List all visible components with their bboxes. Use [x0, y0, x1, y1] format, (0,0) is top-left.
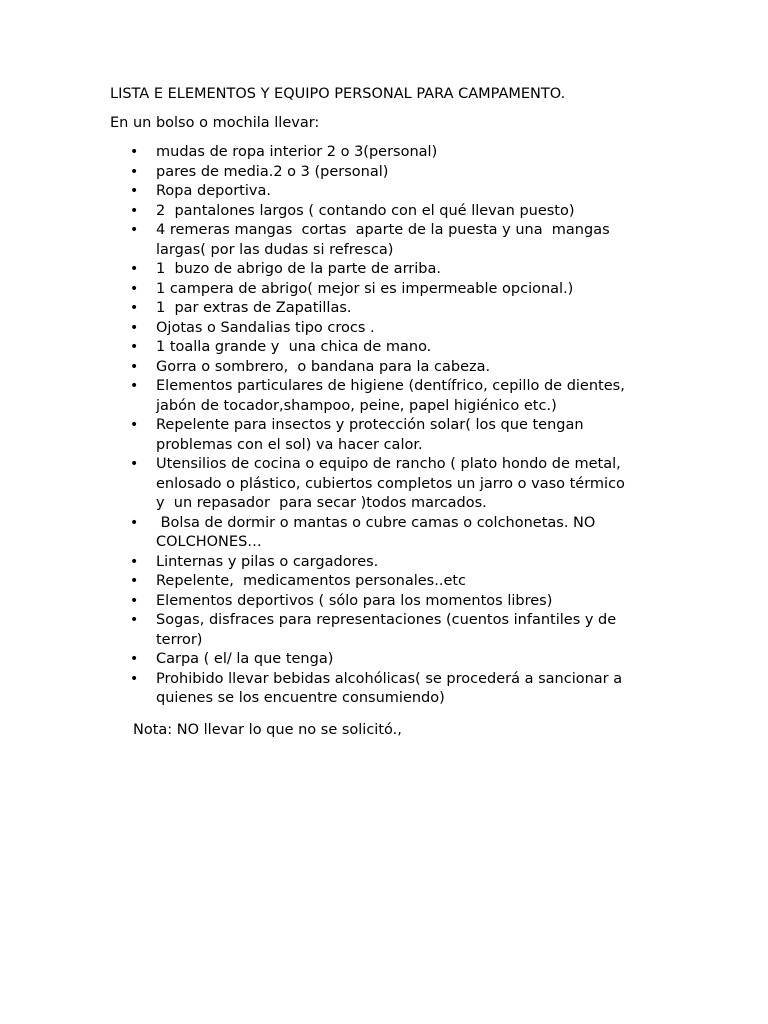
- list-item-text: Gorra o sombrero, o bandana para la cabeza.: [156, 358, 491, 375]
- equipment-list: [0, 143, 768, 709]
- bullet-icon: •: [130, 456, 139, 472]
- list-item: [0, 280, 676, 300]
- list-item: [0, 670, 676, 709]
- bullet-icon: •: [130, 261, 139, 277]
- bullet-icon: •: [130, 163, 139, 180]
- list-item-text: Linternas y pilas o cargadores.: [156, 553, 379, 570]
- list-item-text: 2 pantalones largos ( contando con el qué llevan puesto): [156, 202, 575, 219]
- list-item: [0, 358, 676, 378]
- list-item-text: terror): [156, 631, 203, 648]
- list-item-text: enlosado o plástico, cubiertos completos un jarro o vaso térmico: [156, 475, 625, 492]
- list-item: [0, 592, 676, 612]
- list-item: [0, 611, 676, 650]
- bullet-icon: •: [130, 514, 139, 531]
- list-item-text: Sogas, disfraces para representaciones (cuentos infantiles y de: [156, 612, 617, 628]
- list-item-text: pares de media.2 o 3 (personal): [156, 163, 389, 180]
- list-item: [0, 182, 676, 202]
- bullet-icon: •: [130, 651, 139, 667]
- list-item-text: Utensilios de cocina o equipo de rancho ( plato hondo de metal,: [156, 456, 621, 472]
- list-item: [0, 143, 676, 163]
- list-item-text: quienes se los encuentre consumiendo): [156, 690, 445, 706]
- list-item-text: 4 remeras mangas cortas aparte de la puesta y una mangas: [156, 222, 610, 238]
- list-item-text: COLCHONES…: [156, 534, 262, 550]
- list-item-text: y un repasador para secar )todos marcados.: [156, 495, 487, 511]
- bullet-icon: •: [130, 417, 139, 433]
- bullet-icon: •: [130, 300, 139, 316]
- list-item-text: Ojotas o Sandalias tipo crocs .: [156, 319, 375, 336]
- list-item-text: Ropa deportiva.: [156, 183, 271, 199]
- bullet-icon: •: [130, 280, 139, 297]
- list-item: [0, 572, 676, 592]
- list-item-text: 1 buzo de abrigo de la parte de arriba.: [156, 261, 441, 277]
- list-item-text: 1 toalla grande y una chica de mano.: [156, 339, 432, 355]
- list-item: [0, 514, 676, 553]
- bullet-icon: •: [130, 670, 139, 687]
- bullet-icon: •: [130, 319, 139, 336]
- document-title: LISTA E ELEMENTOS Y EQUIPO PERSONAL PARA CAMPAMENTO.: [110, 86, 566, 102]
- note-text: Nota: NO llevar lo que no se solicitó.,: [133, 722, 402, 738]
- list-item-text: jabón de tocador,shampoo, peine, papel higiénico etc.): [156, 397, 557, 414]
- list-item-text: 1 par extras de Zapatillas.: [156, 300, 352, 316]
- list-item: [0, 319, 676, 339]
- list-item-text: problemas con el sol) va hacer calor.: [156, 436, 423, 453]
- bullet-icon: •: [130, 592, 139, 609]
- bullet-icon: •: [130, 339, 139, 355]
- bullet-icon: •: [130, 573, 139, 589]
- list-item-text: Elementos particulares de higiene (dentífrico, cepillo de dientes,: [156, 378, 625, 394]
- bullet-icon: •: [130, 183, 139, 199]
- list-item-text: Repelente, medicamentos personales..etc: [156, 573, 467, 589]
- list-item-text: mudas de ropa interior 2 o 3(personal): [156, 144, 438, 160]
- list-item-text: Carpa ( el/ la que tenga): [156, 651, 334, 667]
- list-item: [0, 455, 676, 514]
- list-item-text: largas( por las dudas si refresca): [156, 241, 394, 258]
- list-item: [0, 338, 676, 358]
- list-item: [0, 221, 676, 260]
- bullet-icon: •: [130, 222, 139, 238]
- list-item: [0, 299, 676, 319]
- intro-text: En un bolso o mochila llevar:: [110, 115, 320, 131]
- bullet-icon: •: [130, 553, 139, 570]
- list-item: [0, 202, 676, 222]
- bullet-icon: •: [130, 358, 139, 375]
- list-item: [0, 650, 676, 670]
- bullet-icon: •: [130, 612, 139, 628]
- list-item: [0, 553, 676, 573]
- list-item-text: 1 campera de abrigo( mejor si es impermeable opcional.): [156, 280, 574, 297]
- list-item: [0, 416, 676, 455]
- bullet-icon: •: [130, 202, 139, 219]
- list-item-text: Prohibido llevar bebidas alcohólicas( se procederá a sancionar a: [156, 670, 623, 687]
- bullet-icon: •: [130, 144, 139, 160]
- list-item-text: Bolsa de dormir o mantas o cubre camas o colchonetas. NO: [156, 514, 596, 531]
- list-item-text: Elementos deportivos ( sólo para los momentos libres): [156, 592, 553, 609]
- list-item: [0, 260, 676, 280]
- list-item: [0, 377, 676, 416]
- list-item-text: Repelente para insectos y protección solar( los que tengan: [156, 417, 584, 433]
- bullet-icon: •: [130, 378, 139, 394]
- list-item: [0, 163, 676, 183]
